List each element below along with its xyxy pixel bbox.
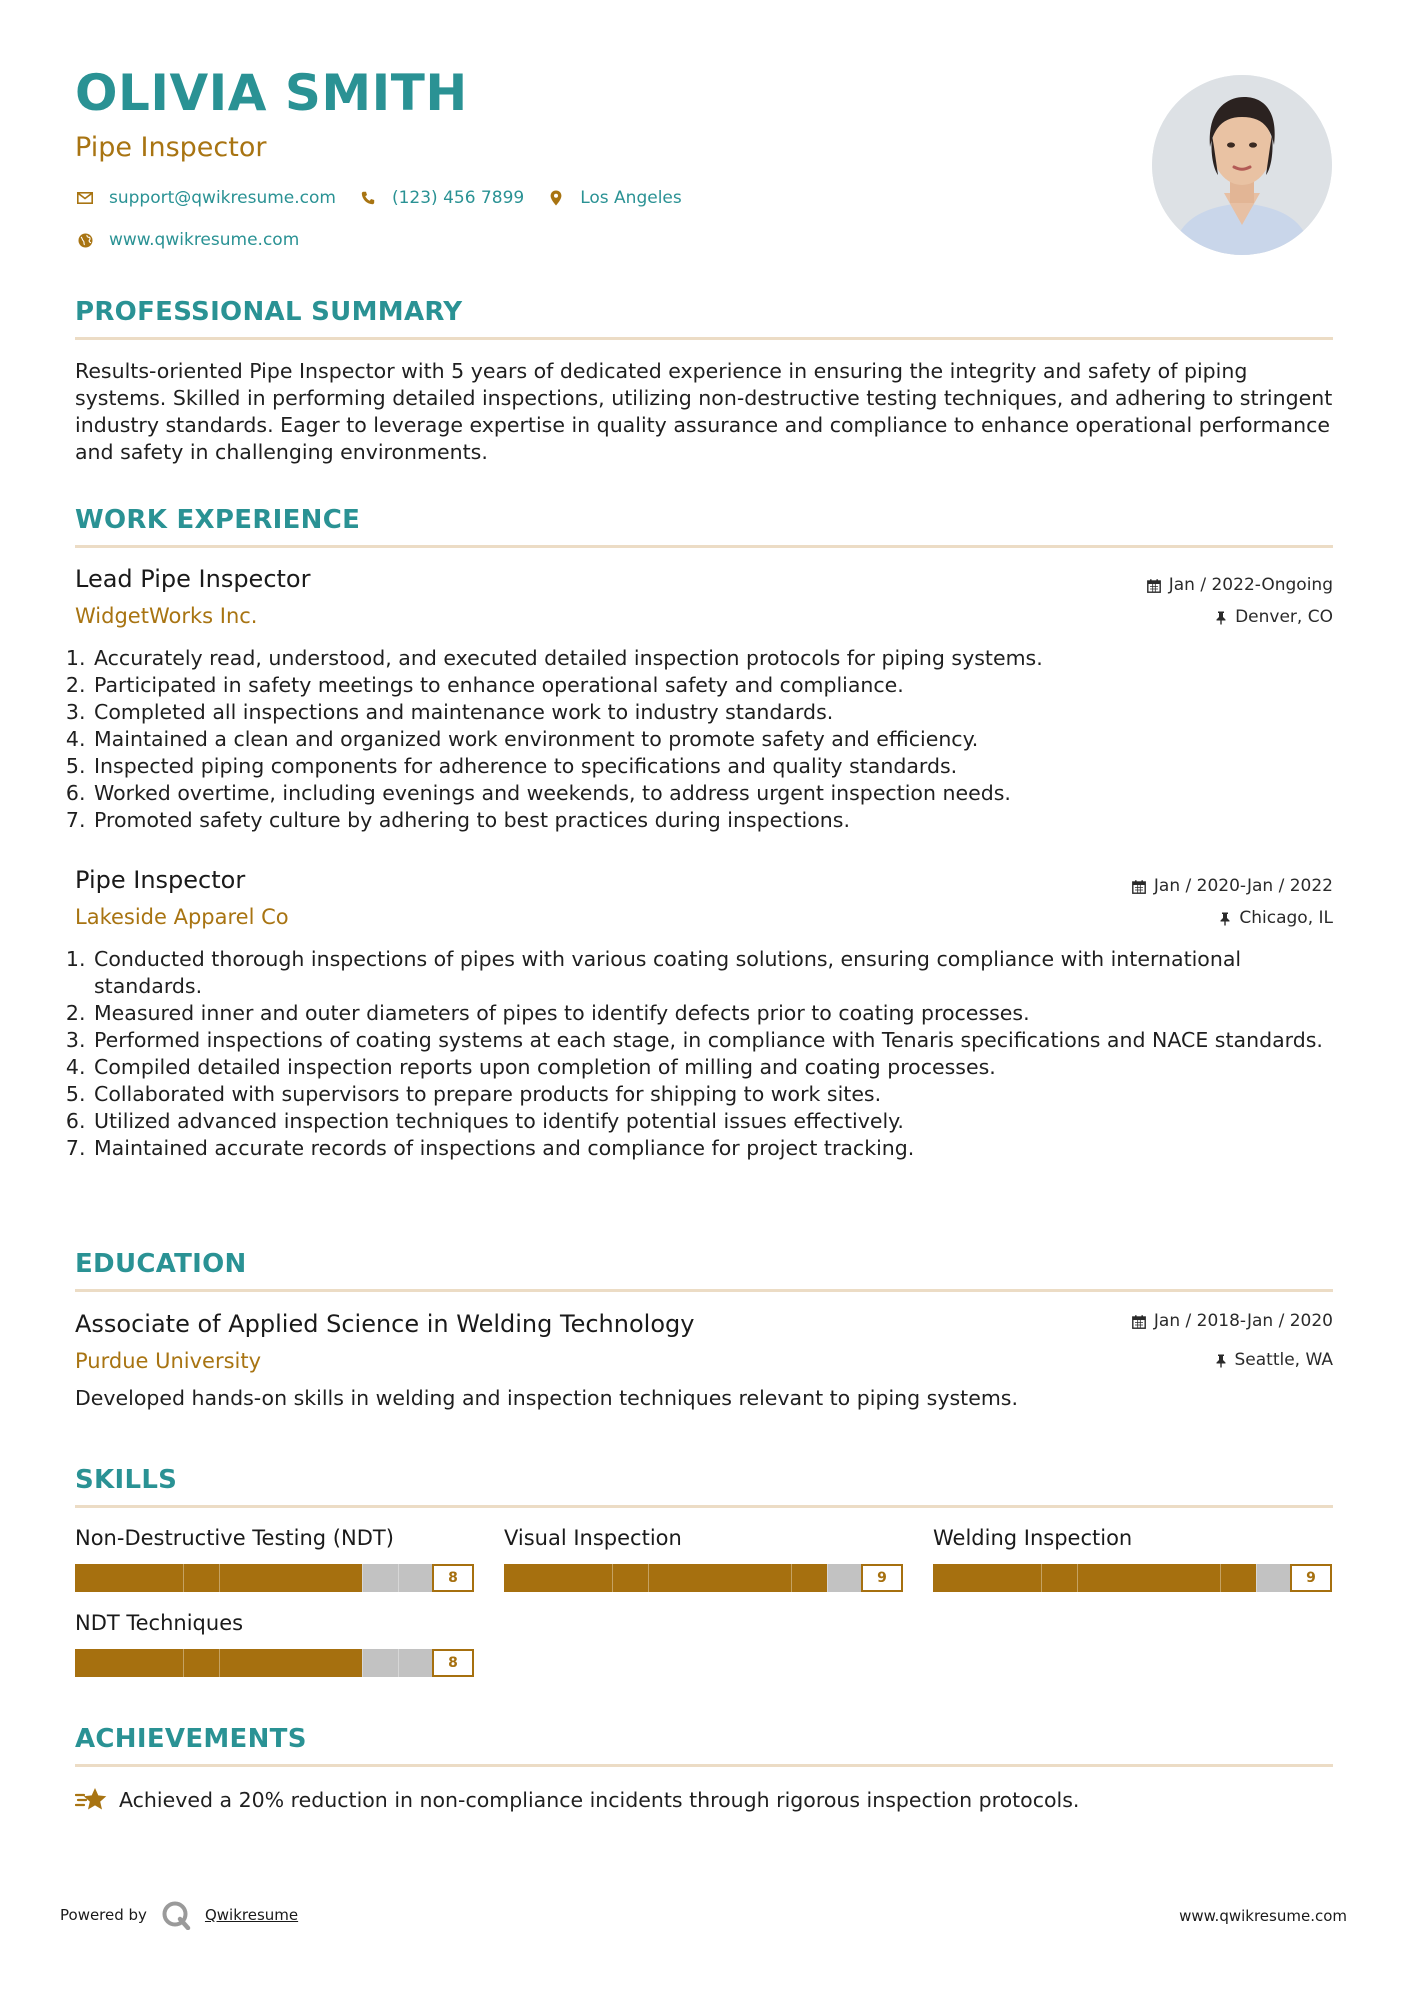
footer-website[interactable]: www.qwikresume.com	[1179, 1907, 1347, 1925]
education-location	[1215, 1352, 1334, 1369]
contact-row-secondary	[75, 230, 299, 250]
skill-level-bar	[504, 1564, 903, 1592]
skill-level-bar	[75, 1564, 474, 1592]
skill-name: Welding Inspection	[933, 1526, 1133, 1550]
skill-score: 8	[432, 1649, 474, 1677]
job-location-text: Chicago, IL	[1239, 908, 1333, 928]
list-item: 1. Conducted thorough inspections of pipes with various coating solutions, ensuring compliance with international standards.	[92, 946, 1332, 1000]
education-location-text: Seattle, WA	[1234, 1350, 1333, 1370]
contact-email[interactable]: support@qwikresume.com	[109, 188, 336, 208]
job-location	[1215, 609, 1333, 626]
skill-name: Visual Inspection	[504, 1526, 682, 1550]
contact-phone[interactable]: (123) 456 7899	[391, 188, 525, 208]
achievements-divider	[75, 1764, 1333, 1767]
summary-heading: PROFESSIONAL SUMMARY	[75, 297, 463, 327]
skill-level-fill	[933, 1564, 1256, 1592]
contact-website[interactable]: www.qwikresume.com	[109, 230, 300, 250]
phone-icon	[358, 191, 378, 205]
list-item: 6. Worked overtime, including evenings and weekends, to address urgent inspection needs.	[92, 780, 1332, 807]
profile-photo	[1152, 75, 1332, 255]
job-title: Lead Pipe Inspector	[75, 565, 311, 593]
list-item: 4. Compiled detailed inspection reports upon completion of milling and coating processes.	[92, 1054, 1332, 1081]
list-item: 4. Maintained a clean and organized work environment to promote safety and efficiency.	[92, 726, 1332, 753]
pushpin-icon	[1215, 1354, 1227, 1368]
experience-divider	[75, 545, 1333, 548]
education-description: Developed hands-on skills in welding and inspection techniques relevant to piping systems.	[75, 1386, 1018, 1410]
skill-bar-segment	[1041, 1564, 1042, 1592]
skill-bar-segment	[362, 1649, 363, 1677]
list-item: 3. Performed inspections of coating systems at each stage, in compliance with Tenaris specifications and NACE standards.	[92, 1027, 1332, 1054]
job-dates	[1132, 878, 1333, 895]
achievement-text: Achieved a 20% reduction in non-compliance incidents through rigorous inspection protocols.	[119, 1788, 1080, 1812]
pushpin-icon	[1219, 912, 1231, 926]
skill-score: 8	[432, 1564, 474, 1592]
school-name: Purdue University	[75, 1349, 262, 1373]
list-item: 5. Inspected piping components for adherence to specifications and quality standards.	[92, 753, 1332, 780]
skill-bar-segment	[648, 1564, 649, 1592]
list-item: 7. Promoted safety culture by adhering to best practices during inspections.	[92, 807, 1332, 834]
summary-text: Results-oriented Pipe Inspector with 5 years of dedicated experience in ensuring the integrity and safety of piping systems. Skilled in performing detailed inspections, utilizing non-destructive testing techniques, and adhering to stringent industry standards. Eager to leverage expertise in quality assurance and compliance to enhance operational performance and safety in challenging environments.	[75, 359, 1333, 464]
skill-bar-segment	[1256, 1564, 1257, 1592]
degree-title: Associate of Applied Science in Welding Technology	[75, 1310, 695, 1338]
job-responsibilities	[72, 946, 1332, 1162]
job-dates-text: Jan / 2020-Jan / 2022	[1153, 876, 1333, 896]
qwikresume-link[interactable]: Qwikresume	[204, 1906, 299, 1924]
job-title: Pipe Inspector	[75, 866, 246, 894]
star-icon	[75, 1787, 109, 1813]
skills-divider	[75, 1505, 1333, 1508]
list-item: 6. Utilized advanced inspection techniques to identify potential issues effectively.	[92, 1108, 1332, 1135]
qwikresume-logo-icon	[161, 1900, 191, 1930]
skill-bar-segment	[791, 1564, 792, 1592]
candidate-title: Pipe Inspector	[75, 132, 267, 163]
job-location-text: Denver, CO	[1235, 607, 1333, 627]
skill-score: 9	[1290, 1564, 1332, 1592]
list-item: 3. Completed all inspections and maintenance work to industry standards.	[92, 699, 1332, 726]
candidate-name: OLIVIA SMITH	[75, 64, 468, 122]
calendar-icon	[1132, 880, 1146, 894]
job-company: WidgetWorks Inc.	[75, 604, 258, 628]
skill-bar-segment	[1077, 1564, 1078, 1592]
skill-level-bar	[75, 1649, 474, 1677]
experience-heading: WORK EXPERIENCE	[75, 505, 361, 535]
skills-heading: SKILLS	[75, 1465, 178, 1495]
summary-divider	[75, 337, 1333, 340]
job-location	[1219, 910, 1333, 927]
education-heading: EDUCATION	[75, 1249, 247, 1279]
job-dates	[1147, 577, 1333, 594]
list-item: 2. Participated in safety meetings to enhance operational safety and compliance.	[92, 672, 1332, 699]
footer-powered-by	[60, 1900, 298, 1930]
skill-level-bar	[933, 1564, 1332, 1592]
skill-bar-segment	[219, 1564, 220, 1592]
skill-bar-segment	[398, 1564, 399, 1592]
powered-by-label: Powered by	[60, 1906, 147, 1924]
calendar-icon	[1147, 579, 1161, 593]
education-dates	[1132, 1313, 1333, 1330]
skill-bar-segment	[362, 1564, 363, 1592]
skill-bar-segment	[612, 1564, 613, 1592]
skill-name: NDT Techniques	[75, 1611, 244, 1635]
job-dates-text: Jan / 2022-Ongoing	[1168, 575, 1333, 595]
skill-bar-segment	[398, 1649, 399, 1677]
job-company: Lakeside Apparel Co	[75, 905, 289, 929]
skill-bar-segment	[1220, 1564, 1221, 1592]
education-dates-text: Jan / 2018-Jan / 2020	[1153, 1311, 1333, 1331]
skill-bar-segment	[183, 1649, 184, 1677]
job-responsibilities	[72, 645, 1332, 834]
skill-bar-segment	[219, 1649, 220, 1677]
achievement-item	[75, 1787, 1079, 1813]
contact-row-primary	[75, 188, 682, 208]
list-item: 5. Collaborated with supervisors to prepare products for shipping to work sites.	[92, 1081, 1332, 1108]
skill-bar-segment	[827, 1564, 828, 1592]
map-pin-icon	[546, 190, 566, 206]
list-item: 2. Measured inner and outer diameters of pipes to identify defects prior to coating processes.	[92, 1000, 1332, 1027]
pushpin-icon	[1215, 611, 1227, 625]
envelope-icon	[75, 192, 95, 204]
contact-location: Los Angeles	[580, 188, 682, 208]
skill-score: 9	[861, 1564, 903, 1592]
list-item: 1. Accurately read, understood, and executed detailed inspection protocols for piping systems.	[92, 645, 1332, 672]
skill-name: Non-Destructive Testing (NDT)	[75, 1526, 394, 1550]
calendar-icon	[1132, 1315, 1146, 1329]
globe-icon	[75, 233, 95, 248]
skill-bar-segment	[183, 1564, 184, 1592]
education-divider	[75, 1289, 1333, 1292]
achievements-heading: ACHIEVEMENTS	[75, 1724, 307, 1754]
list-item: 7. Maintained accurate records of inspections and compliance for project tracking.	[92, 1135, 1332, 1162]
skill-level-fill	[504, 1564, 827, 1592]
